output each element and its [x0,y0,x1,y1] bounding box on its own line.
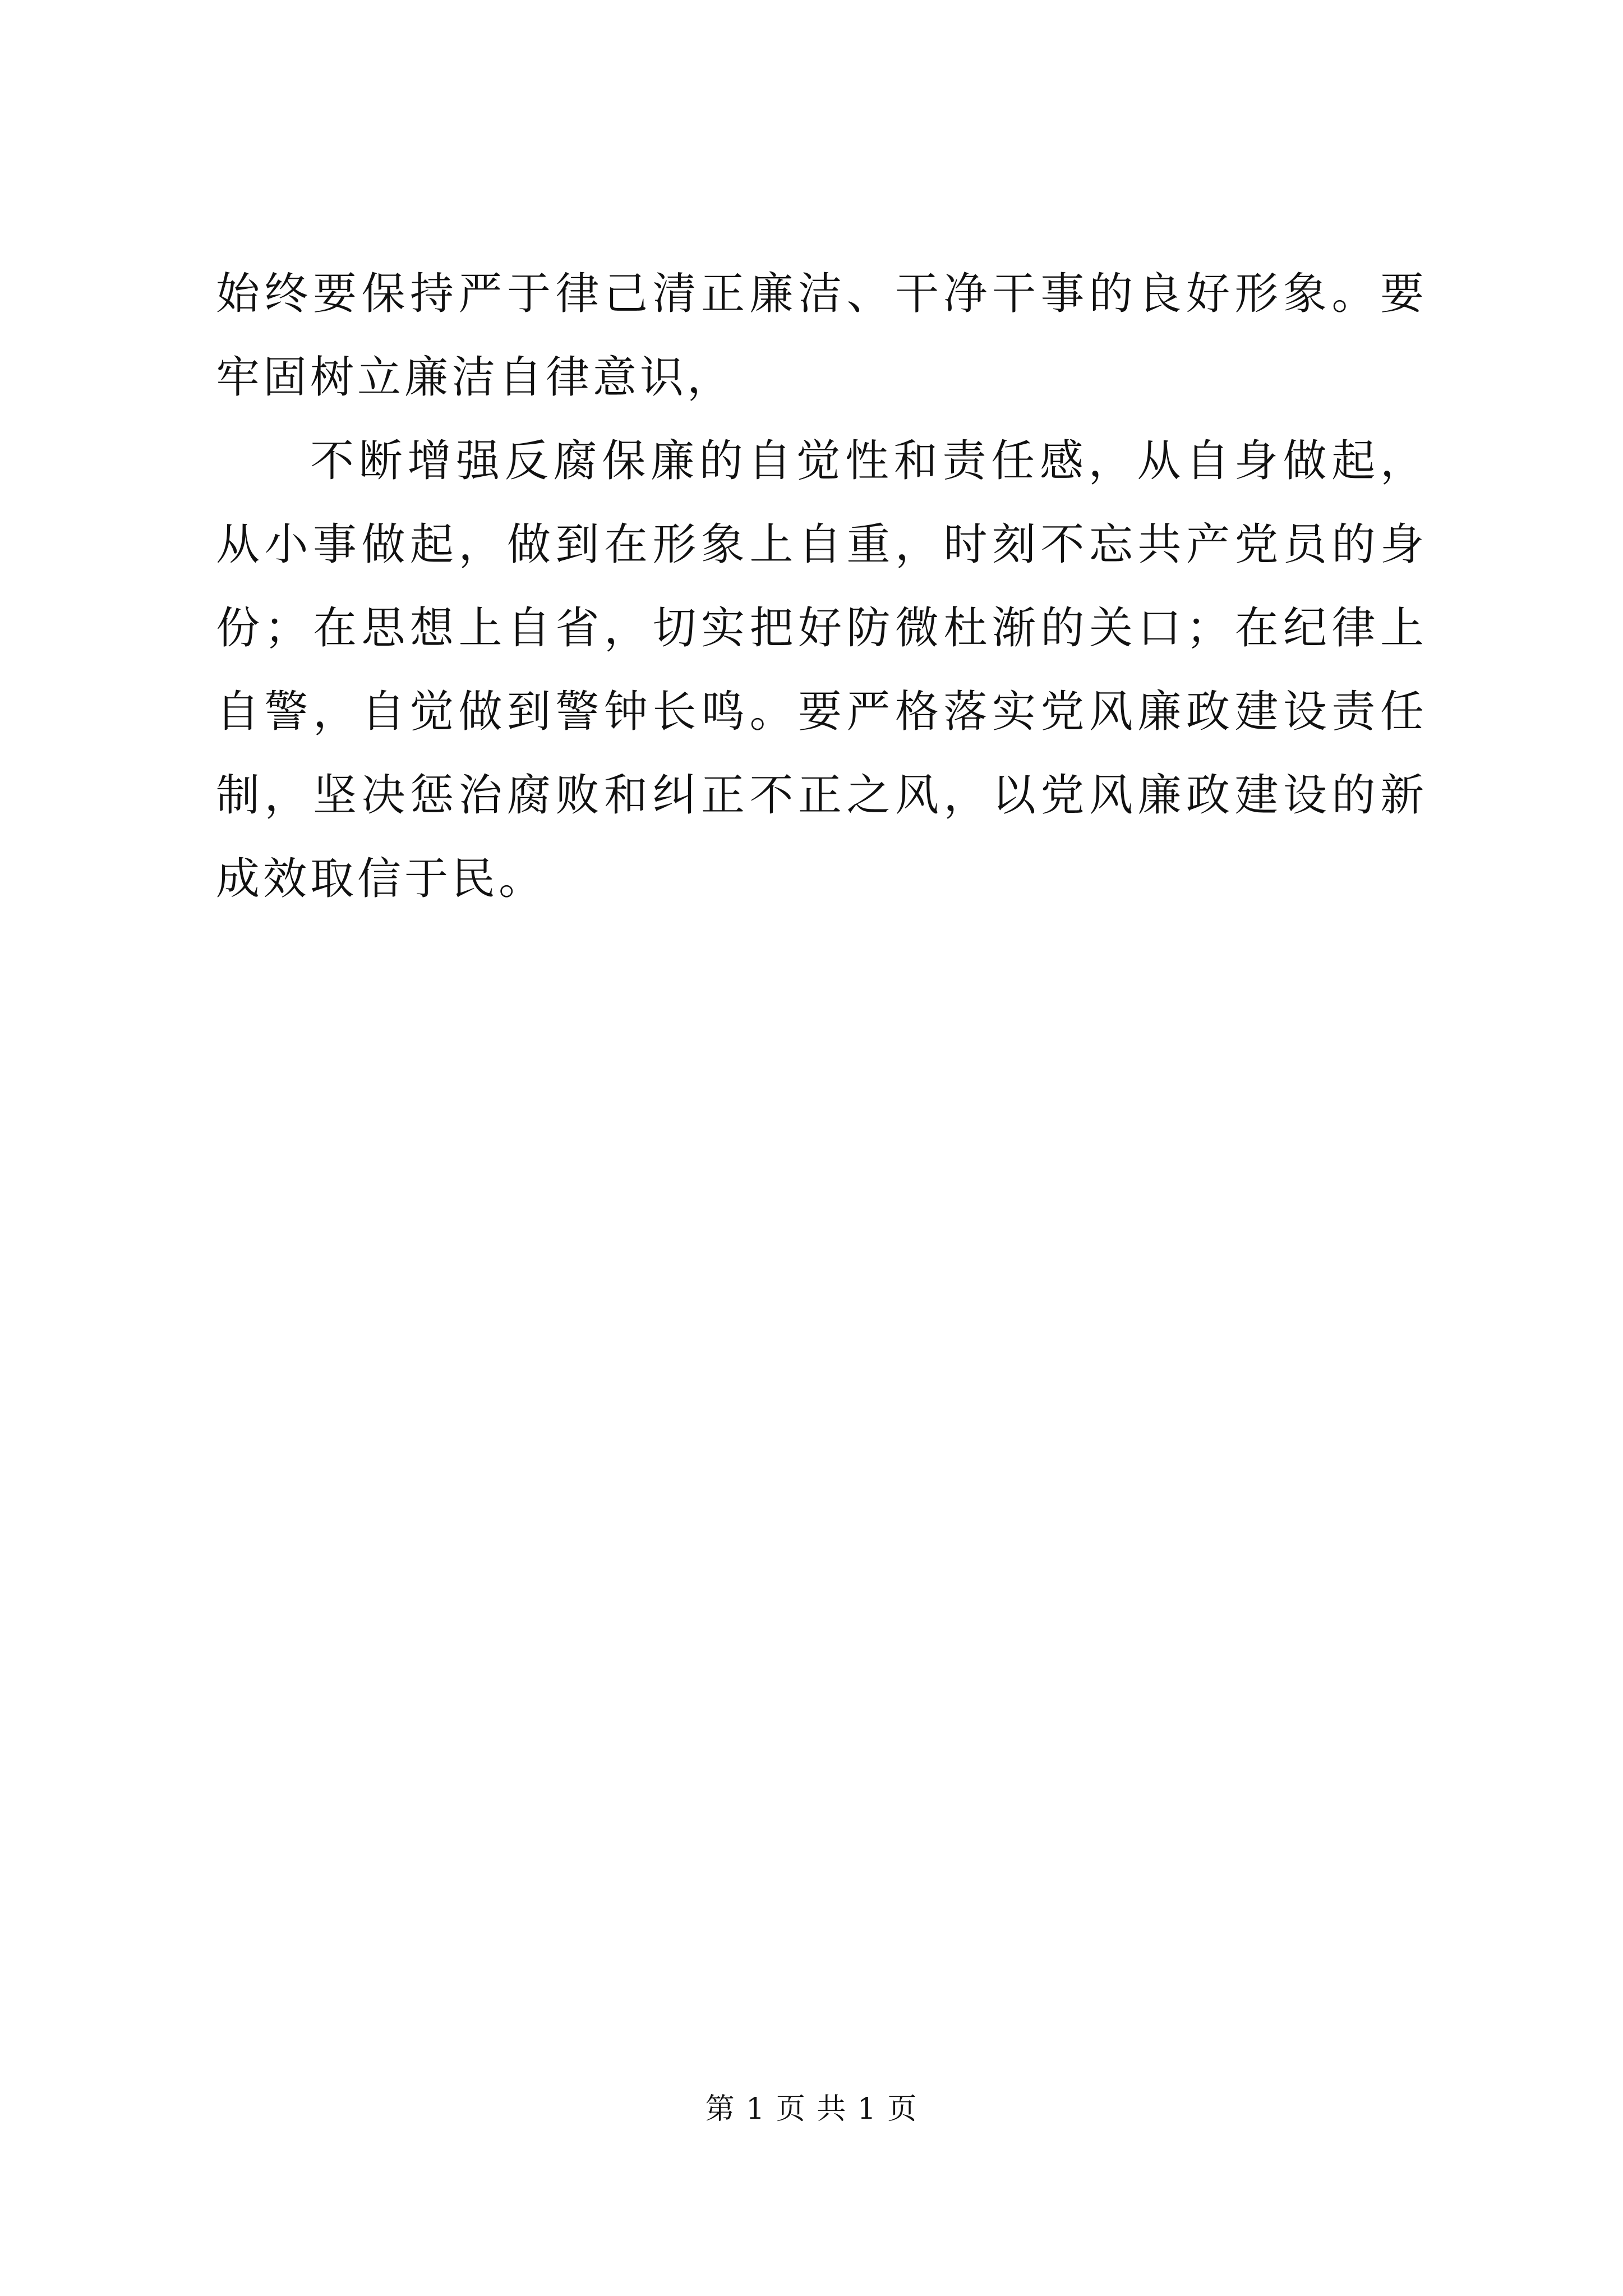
document-body [216,252,1427,921]
paragraph-2: 不断增强反腐保廉的自觉性和责任感，从自身做起，从小事做起，做到在形象上自重，时刻不忘共产党员的身份；在思想上自省，切实把好防微杜渐的关口；在纪律上自警，自觉做到警钟长鸣。要严格落实党风廉政建设责任制，坚决惩治腐败和纠正不正之风，以党风廉政建设的新成效取信于民。 [216,436,1427,904]
paragraph-1: 始终要保持严于律己清正廉洁、干净干事的良好形象。要牢固树立廉洁自律意识， [216,269,1427,403]
page-number-footer: 第 1 页 共 1 页 [705,2092,918,2126]
